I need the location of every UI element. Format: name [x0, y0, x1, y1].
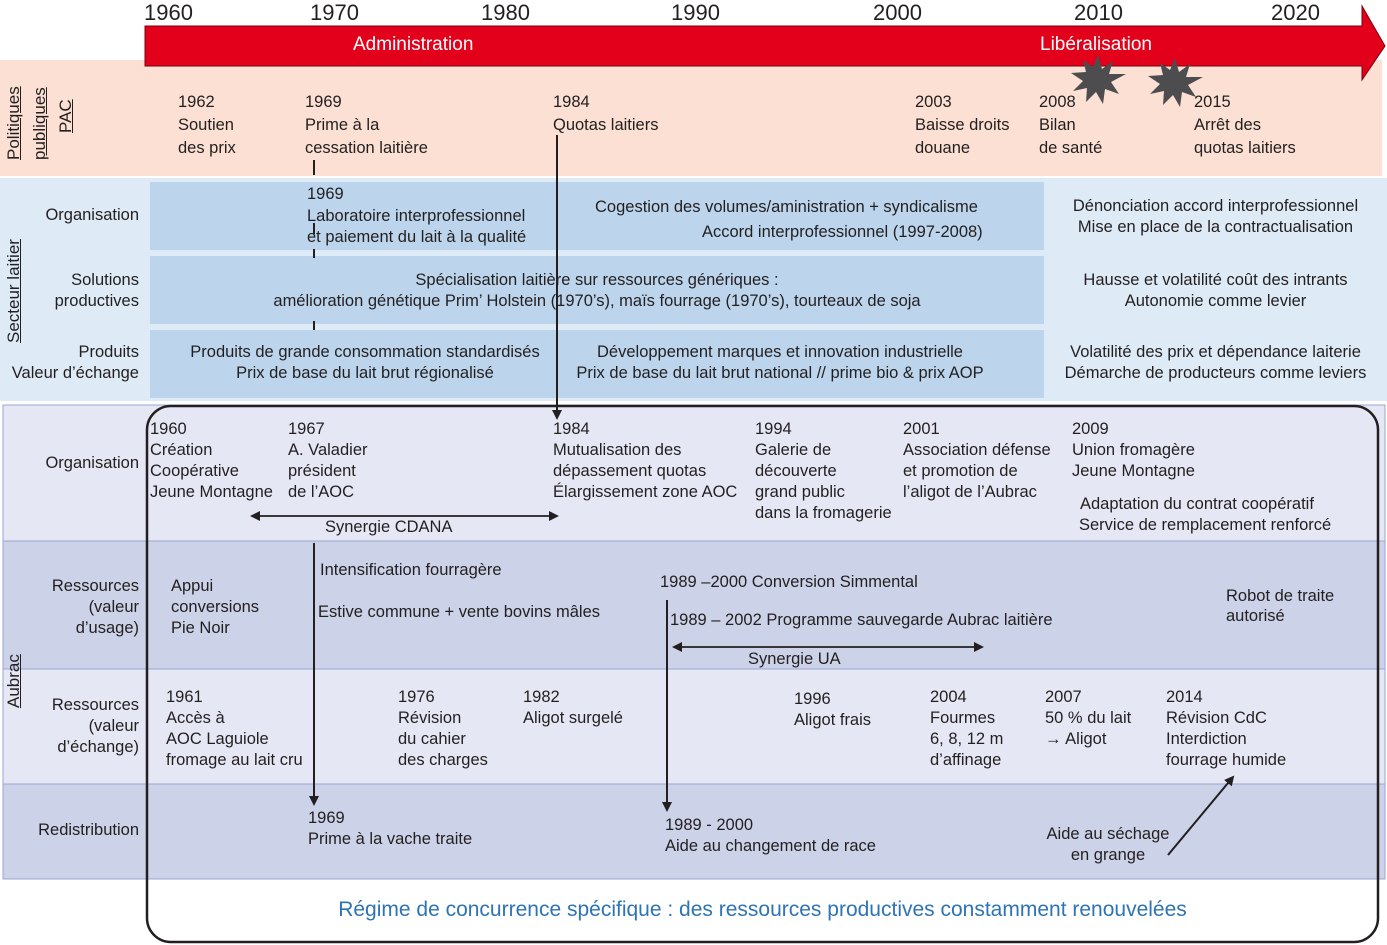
event-text: Création	[150, 441, 213, 459]
pac-label-line: PAC	[56, 99, 75, 133]
secteur-section-label: Secteur laitier	[4, 239, 23, 343]
pac-event-1984	[553, 92, 658, 134]
pac-event-text: Arrêt des	[1194, 116, 1261, 134]
event-text: grand public	[755, 483, 845, 501]
event-year: 2014	[1166, 688, 1203, 706]
aubrac-usage-robot: autorisé	[1226, 607, 1285, 625]
secteur-row-label-organisation: Organisation	[45, 206, 139, 224]
aubrac-row-label-ressources-usage: Ressources	[51, 577, 139, 595]
pac-event-text: Prime à la	[305, 116, 380, 134]
pac-event-1969	[305, 92, 428, 155]
event-text: fromage au lait cru	[166, 751, 303, 769]
secteur-solutions-main: amélioration génétique Prim’ Holstein (1970’s), maïs fourrage (1970’s), tourteaux de soja	[273, 292, 921, 310]
aubrac-echange-event-1976	[398, 687, 488, 771]
secteur-org-cogestion: Cogestion des volumes/aministration + syndicalisme	[595, 198, 978, 216]
aubrac-echange-event-1996	[794, 689, 871, 731]
event-text: l’aligot de l’Aubrac	[903, 483, 1037, 501]
aubrac-org-event-1994	[755, 419, 892, 524]
aubrac-usage-programme: 1989 – 2002 Programme sauvegarde Aubrac laitière	[670, 611, 1053, 629]
secteur-produits-recent: Volatilité des prix et dépendance laiterie	[1070, 343, 1361, 361]
secteur-org-recent: Mise en place de la contractualisation	[1077, 218, 1354, 236]
pac-event-text: Soutien	[178, 116, 234, 134]
event-text: Coopérative	[150, 462, 239, 480]
event-text: des charges	[398, 751, 488, 769]
aubrac-echange-event-1961	[166, 687, 303, 771]
event-text: Accès à	[166, 709, 225, 727]
event-text: Jeune Montagne	[150, 483, 273, 501]
event-text: Révision CdC	[1166, 709, 1267, 727]
aubrac-usage-intensification: Intensification fourragère	[320, 561, 502, 579]
year-1970: 1970	[310, 0, 359, 25]
event-text: Jeune Montagne	[1072, 462, 1195, 480]
year-1980: 1980	[481, 0, 530, 25]
aubrac-usage-appui: Pie Noir	[171, 619, 230, 637]
event-text: → Aligot	[1045, 730, 1107, 748]
secteur-solutions-main: Spécialisation laitière sur ressources génériques :	[415, 271, 779, 289]
pac-event-2008	[1039, 92, 1102, 155]
pac-event-year: 1984	[553, 93, 590, 111]
phase-liberalisation: Libéralisation	[1040, 34, 1152, 55]
pac-event-year: 2003	[915, 93, 952, 111]
event-text: Union fromagère	[1072, 441, 1195, 459]
aubrac-echange-event-2007	[1045, 687, 1131, 750]
pac-event-year: 1969	[305, 93, 342, 111]
event-text: Élargissement zone AOC	[553, 483, 738, 501]
secteur-org-accord: Accord interprofessionnel (1997-2008)	[702, 223, 983, 241]
year-1960: 1960	[144, 0, 193, 25]
redistribution-1989: Aide au changement de race	[665, 837, 876, 855]
event-text: et promotion de	[903, 462, 1018, 480]
event-text: du cahier	[398, 730, 466, 748]
aubrac-org-adaptation: Service de remplacement renforcé	[1079, 516, 1332, 534]
aubrac-row-label-organisation: Organisation	[45, 454, 139, 472]
aubrac-usage-appui: Appui	[171, 577, 214, 595]
event-year: 1976	[398, 688, 435, 706]
secteur-produits-middle: Développement marques et innovation industrielle	[597, 343, 963, 361]
aubrac-org-adaptation: Adaptation du contrat coopératif	[1080, 495, 1314, 513]
year-2010: 2010	[1074, 0, 1123, 25]
pac-event-text: quotas laitiers	[1194, 139, 1296, 157]
event-year: 2001	[903, 420, 940, 438]
event-text: découverte	[755, 462, 837, 480]
aubrac-org-event-1967	[288, 419, 368, 503]
aubrac-row-label-redistribution: Redistribution	[38, 821, 139, 839]
redistribution-sechage: en grange	[1070, 846, 1146, 864]
aubrac-row-label-ressources-echange: Ressources	[51, 696, 139, 714]
event-text: Mutualisation des	[553, 441, 682, 459]
secteur-produits-early: Prix de base du lait brut régionalisé	[236, 364, 494, 382]
pac-event-year: 2015	[1194, 93, 1231, 111]
aubrac-echange-event-2004	[930, 687, 1003, 771]
secteur-produits-recent: Démarche de producteurs comme leviers	[1064, 364, 1367, 382]
redistribution-1989: 1989 - 2000	[665, 816, 754, 834]
pac-label-line: Politiques	[4, 86, 23, 160]
redistribution-sechage: Aide au séchage	[1046, 825, 1170, 843]
aubrac-echange-event-2014	[1166, 687, 1286, 771]
pac-event-2003	[915, 92, 1009, 155]
year-1990: 1990	[671, 0, 720, 25]
secteur-row-label-produits: Valeur d’échange	[11, 364, 139, 382]
secteur-org-recent: Dénonciation accord interprofessionnel	[1072, 197, 1359, 215]
secteur-solutions-recent: Hausse et volatilité coût des intrants	[1083, 271, 1348, 289]
footer-caption: Régime de concurrence spécifique : des ressources productives constamment renouvelées	[338, 898, 1187, 921]
aubrac-usage-estive: Estive commune + vente bovins mâles	[318, 603, 601, 621]
secteur-org-1969: 1969	[307, 185, 344, 203]
event-text: Association défense	[903, 441, 1051, 459]
event-text: de l’AOC	[288, 483, 355, 501]
event-year: 1961	[166, 688, 203, 706]
event-text: Aligot frais	[794, 711, 872, 729]
aubrac-usage-robot: Robot de traite	[1226, 587, 1335, 605]
event-text: d’affinage	[930, 751, 1002, 769]
event-year: 2004	[930, 688, 967, 706]
event-year: 1984	[553, 420, 590, 438]
phase-administration: Administration	[353, 34, 474, 55]
secteur-org-1969: et paiement du lait à la qualité	[307, 228, 527, 246]
pac-event-year: 2008	[1039, 93, 1076, 111]
event-year: 1994	[755, 420, 792, 438]
aubrac-org-event-2001	[903, 419, 1051, 503]
aubrac-row-label-ressources-usage: (valeur	[88, 598, 139, 616]
event-year: 2009	[1072, 420, 1109, 438]
aubrac-row-label-ressources-usage: d’usage)	[75, 619, 139, 637]
event-text: Révision	[398, 709, 462, 727]
pac-event-text: cessation laitière	[305, 139, 428, 157]
event-text: Interdiction	[1166, 730, 1247, 748]
event-year: 1996	[794, 690, 831, 708]
secteur-produits-early: Produits de grande consommation standardisés	[190, 343, 540, 361]
event-text: 6, 8, 12 m	[930, 730, 1004, 748]
aubrac-row-label-ressources-echange: d’échange)	[57, 738, 139, 756]
synergie-cdana-label: Synergie CDANA	[325, 518, 453, 536]
event-year: 2007	[1045, 688, 1082, 706]
event-text: dépassement quotas	[553, 462, 707, 480]
event-text: Aligot surgelé	[523, 709, 623, 727]
event-text: fourrage humide	[1166, 751, 1287, 769]
aubrac-org-event-1984	[553, 419, 737, 503]
event-year: 1960	[150, 420, 187, 438]
pac-event-text: des prix	[178, 139, 236, 157]
pac-event-year: 1962	[178, 93, 215, 111]
redistribution-1969: Prime à la vache traite	[308, 830, 473, 848]
year-2000: 2000	[873, 0, 922, 25]
aubrac-org-event-1960	[150, 419, 273, 503]
secteur-org-1969: Laboratoire interprofessionnel	[307, 207, 526, 225]
event-text: A. Valadier	[288, 441, 368, 459]
event-text: Fourmes	[930, 709, 996, 727]
aubrac-section-label: Aubrac	[4, 654, 23, 708]
secteur-row-label-produits: Produits	[78, 343, 139, 361]
aubrac-usage-appui: conversions	[171, 598, 260, 616]
pac-event-2015	[1194, 92, 1296, 155]
aubrac-usage-simmental: 1989 –2000 Conversion Simmental	[660, 573, 918, 591]
pac-event-text: Bilan	[1039, 116, 1076, 134]
event-text: Galerie de	[755, 441, 832, 459]
synergie-ua-label: Synergie UA	[748, 650, 841, 668]
pac-label-line: publiques	[30, 87, 49, 160]
event-text: 50 % du lait	[1045, 709, 1132, 727]
secteur-produits-middle: Prix de base du lait brut national // prime bio & prix AOP	[576, 364, 984, 382]
event-text: dans la fromagerie	[755, 504, 892, 522]
pac-event-text: douane	[915, 139, 971, 157]
pac-event-text: de santé	[1039, 139, 1103, 157]
aubrac-row-label-ressources-echange: (valeur	[88, 717, 139, 735]
aubrac-org-event-2009	[1072, 419, 1195, 482]
event-year: 1982	[523, 688, 560, 706]
secteur-row-label-solutions: productives	[54, 292, 139, 310]
event-text: AOC Laguiole	[166, 730, 269, 748]
event-text: président	[288, 462, 356, 480]
event-year: 1967	[288, 420, 325, 438]
pac-event-text: Baisse droits	[915, 116, 1010, 134]
secteur-row-label-solutions: Solutions	[71, 271, 139, 289]
pac-event-text: Quotas laitiers	[553, 116, 659, 134]
aubrac-echange-event-1982	[523, 687, 623, 729]
secteur-solutions-recent: Autonomie comme levier	[1124, 292, 1307, 310]
year-2020: 2020	[1271, 0, 1320, 25]
redistribution-1969: 1969	[308, 809, 345, 827]
pac-event-1962	[178, 92, 236, 155]
